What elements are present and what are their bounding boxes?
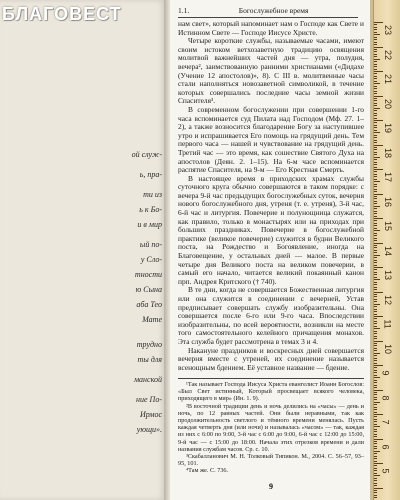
ruler-tick xyxy=(374,27,377,28)
ruler-tick xyxy=(374,301,377,302)
ruler-tick xyxy=(374,37,377,38)
ruler-tick xyxy=(374,93,377,94)
ruler-tick xyxy=(374,282,377,283)
ruler-tick xyxy=(374,277,377,278)
ruler-tick xyxy=(374,480,377,481)
ruler-tick xyxy=(374,24,377,25)
ruler-tick xyxy=(374,184,377,185)
left-page-fragment: ый по- xyxy=(139,240,162,249)
ruler-tick xyxy=(374,54,377,55)
left-page-fragment: трудно xyxy=(136,340,162,349)
ruler-tick xyxy=(374,216,377,217)
ruler-tick xyxy=(374,279,380,280)
ruler-tick xyxy=(374,130,377,131)
ruler-number: 13 xyxy=(383,269,394,281)
ruler-tick xyxy=(374,306,377,307)
left-page-fragment: ь к Бо- xyxy=(139,205,162,214)
ruler-tick xyxy=(374,355,377,356)
ruler-tick xyxy=(374,76,377,77)
ruler-tick xyxy=(374,345,377,346)
ruler-number: 15 xyxy=(383,220,394,232)
ruler-tick xyxy=(374,113,377,114)
ruler-tick xyxy=(374,299,377,300)
ruler-tick xyxy=(374,321,377,322)
ruler-tick xyxy=(374,49,377,50)
ruler-tick xyxy=(374,179,377,180)
left-page-fragment: ующи». xyxy=(136,425,162,434)
page-number: 9 xyxy=(269,482,273,491)
ruler-tick xyxy=(374,328,380,329)
left-page xyxy=(0,0,166,500)
ruler-tick xyxy=(374,446,377,447)
ruler-tick xyxy=(374,191,377,192)
ruler-tick xyxy=(374,269,377,270)
ruler-tick xyxy=(374,100,377,101)
left-page-fragment: ь, пра- xyxy=(139,170,162,179)
ruler-tick xyxy=(374,478,377,479)
ruler-tick xyxy=(374,380,377,381)
ruler-tick xyxy=(374,257,377,258)
ruler-tick xyxy=(374,240,377,241)
ruler-tick xyxy=(374,470,377,471)
ruler-tick xyxy=(374,463,383,464)
ruler-tick xyxy=(374,29,377,30)
ruler-tick xyxy=(374,294,377,295)
ruler-tick xyxy=(374,198,377,199)
ruler-tick xyxy=(374,147,377,148)
ruler-tick xyxy=(374,412,377,413)
ruler-tick xyxy=(374,120,383,121)
ruler-number: 8 xyxy=(380,394,391,401)
ruler-tick xyxy=(374,318,377,319)
ruler-tick xyxy=(374,397,377,398)
ruler-tick xyxy=(374,333,377,334)
ruler-tick xyxy=(374,409,377,410)
ruler-number: 21 xyxy=(383,73,394,85)
footnote: ²В восточной традиции день и ночь делились на «часы» — день и ночь, по 12 равных частей. Они были неравными, так как продолжительность светлого и тёмного времени менялась. Пусть каждая четверть дня (или ночи) и называлась «часом» — так, каждая из них с 6:00 по 9:00, 3-й час с 6:00 до 9:00, 6-й час с 12:00 до 15:00, 9-й час — с 15:00 до 18:00. Начала этих отрезков времени и дали названия службам часов. Ср. с. 10. xyxy=(178,402,364,453)
ruler-number: 10 xyxy=(383,343,394,354)
ruler-tick xyxy=(374,83,380,84)
ruler-tick xyxy=(374,32,377,33)
footnote: ¹Так называет Господа Иисуса Христа евангелист Иоанн Богослов: «Был Свет истинный, Который просвещает всякого человека, приходящего в мир» (Ин. 1. 9). xyxy=(178,381,364,403)
paragraph: Четыре короткие службы, называемые часами, имеют своим истоком ветхозаветную традицию освящения молитвой важнейших частей дня — утра, полудня, вечера², заимствованную ранними христианами («Дидахе (Учение 12 апостолов)», 8). С III в. молитвенные часы стали наполняться новозаветной символикой, в течение которых совершались последние часы земной жизни Спасителя³. xyxy=(178,36,364,106)
ruler-tick xyxy=(374,468,377,469)
ruler-tick xyxy=(374,208,377,209)
left-page-fragment: ой служ- xyxy=(131,150,162,159)
footnotes xyxy=(178,378,364,475)
ruler-tick xyxy=(374,142,377,143)
ruler-tick xyxy=(374,157,380,158)
ruler-tick xyxy=(374,436,377,437)
ruler-tick xyxy=(374,78,377,79)
ruler-tick xyxy=(374,358,377,359)
ruler-tick xyxy=(374,245,377,246)
ruler-tick xyxy=(374,233,377,234)
ruler-tick xyxy=(374,287,377,288)
ruler-number: 14 xyxy=(383,245,394,256)
ruler-tick xyxy=(374,145,383,146)
ruler-tick xyxy=(374,316,383,317)
ruler-tick xyxy=(374,96,383,97)
ruler-tick xyxy=(374,375,377,376)
ruler-tick xyxy=(374,419,377,420)
ruler-tick xyxy=(374,262,377,263)
ruler-tick xyxy=(374,439,383,440)
ruler-tick xyxy=(374,122,377,123)
ruler-tick xyxy=(374,81,377,82)
left-page-fragment: манской xyxy=(133,375,162,384)
ruler-tick xyxy=(374,140,377,141)
ruler-tick xyxy=(374,311,377,312)
left-page-fragment: ю Сына xyxy=(135,285,162,294)
ruler-tick xyxy=(374,255,380,256)
ruler-tick xyxy=(374,426,380,427)
ruler-tick xyxy=(374,341,383,342)
ruler-tick xyxy=(374,390,383,391)
ruler-tick xyxy=(374,338,377,339)
ruler-tick xyxy=(374,289,377,290)
left-page-fragment: Мате xyxy=(142,315,162,324)
ruler-tick xyxy=(374,365,383,366)
ruler-tick xyxy=(374,372,377,373)
ruler-number: 11 xyxy=(382,319,393,329)
ruler-tick xyxy=(374,292,383,293)
ruler-tick xyxy=(374,71,383,72)
ruler-tick xyxy=(374,98,377,99)
ruler-tick xyxy=(374,22,383,23)
ruler-tick xyxy=(374,206,380,207)
ruler-tick xyxy=(374,220,377,221)
ruler-tick xyxy=(374,326,377,327)
ruler-tick xyxy=(374,473,377,474)
ruler-tick xyxy=(374,59,380,60)
ruler-number: 23 xyxy=(383,24,394,36)
ruler-tick xyxy=(374,108,380,109)
ruler-tick xyxy=(374,86,377,87)
ruler-tick xyxy=(374,196,377,197)
ruler-tick xyxy=(374,69,377,70)
ruler-tick xyxy=(374,387,377,388)
ruler-tick xyxy=(374,34,380,35)
ruler-tick xyxy=(374,110,377,111)
ruler-number: 22 xyxy=(383,49,394,60)
ruler-tick xyxy=(374,492,377,493)
ruler-tick xyxy=(374,495,377,496)
ruler-tick xyxy=(374,88,377,89)
ruler-tick xyxy=(374,296,377,297)
measuring-ruler xyxy=(373,0,400,500)
ruler-tick xyxy=(374,497,377,498)
ruler-tick xyxy=(374,416,377,417)
ruler-number: 18 xyxy=(383,147,394,158)
ruler-tick xyxy=(374,458,377,459)
ruler-tick xyxy=(374,243,383,244)
ruler-tick xyxy=(374,370,377,371)
left-page-fragment: и в мир xyxy=(137,220,162,229)
ruler-tick xyxy=(374,404,377,405)
paragraph: Накануне праздников и воскресных дней совершается вечерня вместе с утреней, их соединение называется всенощным бдением. Её уставное название — бдение. xyxy=(178,345,364,372)
ruler-tick xyxy=(374,171,377,172)
watermark-logo: БЛАГОВЕСТ xyxy=(2,4,122,24)
ruler-tick xyxy=(374,260,377,261)
ruler-tick xyxy=(374,465,377,466)
paragraph: В настоящее время в приходских храмах службы суточного круга обычно совершаются в таком порядке: с вечера 9-й час предыдущих богослужебных суток, вечерня нового богослужебного дня, утреня (т. е. утреня), 3-й час, 6-й час и литургия. Повечерие и полунощница служатся, как правило, только в монастырях или на приходах при больших праздниках. Повечерие в богослужебной практике (великое повечерие) служится в будни Великого поста, на Рождество и Богоявление, иногда на Благовещение, у остальных дней — малое. В первые четыре дня Великого поста на великом повечерии, в самый его начало, читается великий покаянный канон прп. Андрея Критского († 740). xyxy=(178,173,364,286)
left-page-fragment: тности xyxy=(134,270,162,279)
ruler-tick xyxy=(374,194,383,195)
ruler-tick xyxy=(374,159,377,160)
paragraph: нам свет», который напоминает нам о Господе как Свете и Истинном Свете — Господе Иисусе Христе. xyxy=(178,19,364,37)
ruler-tick xyxy=(374,399,377,400)
ruler-tick xyxy=(374,309,377,310)
ruler-tick xyxy=(374,154,377,155)
ruler-tick xyxy=(374,434,377,435)
ruler-tick xyxy=(374,61,377,62)
left-page-fragment: ние По- xyxy=(136,395,162,404)
ruler-tick xyxy=(374,203,377,204)
ruler-number: 6 xyxy=(380,443,391,450)
left-page-fragment: аба Тео xyxy=(136,300,162,309)
ruler-tick xyxy=(374,367,377,368)
ruler-tick xyxy=(374,152,377,153)
ruler-number: 20 xyxy=(383,98,394,109)
ruler-tick xyxy=(374,323,377,324)
ruler-tick xyxy=(374,169,383,170)
paragraph: В те дни, когда не совершается Божественная литургия или она служится в соединении с вечерней, Устав предписывает совершать службу изобразительны. Она совершается после 6-го или 9-го часа. Впоследствии изобразительны, по всей вероятности, возникли на месте того самостоятельного келейного причащения монахов. Эта служба будет рассмотрена в темах 3 и 4. xyxy=(178,285,364,346)
ruler-tick xyxy=(374,218,383,219)
ruler-tick xyxy=(374,44,377,45)
ruler-tick xyxy=(374,162,377,163)
ruler-tick xyxy=(374,211,377,212)
ruler-tick xyxy=(374,441,377,442)
paragraph: В современном богослужении при совершении 1-го часа вспоминается суд Пилата над Господом (Мф. 27. 1–2), а также возносится благодарение Богу за наступившее утро и испрашивается Его помощь на грядущий день. Тем первого часа — нашей и чувствование на грядущий день. Третий час — это время, как сошествие Святого Духа на апостолов (Деян. 2. 1–15). На 6-м часе вспоминается распятие Спасителя, на 9-м — Его Крестная Смерть. xyxy=(178,104,364,175)
ruler-tick xyxy=(374,453,377,454)
ruler-tick xyxy=(374,360,377,361)
ruler-tick xyxy=(374,115,377,116)
footnote: ⁴Там же. С. 736. xyxy=(186,467,229,475)
ruler-tick xyxy=(374,223,377,224)
ruler-tick xyxy=(374,353,380,354)
ruler-tick xyxy=(374,103,377,104)
body-text xyxy=(178,20,364,372)
ruler-tick xyxy=(374,250,377,251)
ruler-tick xyxy=(374,421,377,422)
ruler-tick xyxy=(374,284,377,285)
ruler-tick xyxy=(374,105,377,106)
ruler-tick xyxy=(374,39,377,40)
ruler-tick xyxy=(374,164,377,165)
ruler-tick xyxy=(374,73,377,74)
ruler-tick xyxy=(374,252,377,253)
ruler-tick xyxy=(374,394,377,395)
running-header xyxy=(178,6,358,18)
ruler-tick xyxy=(374,392,377,393)
ruler-tick xyxy=(374,448,377,449)
ruler-tick xyxy=(374,127,377,128)
ruler-tick xyxy=(374,382,377,383)
ruler-tick xyxy=(374,225,377,226)
ruler-tick xyxy=(374,451,380,452)
ruler-tick xyxy=(374,343,377,344)
ruler-tick xyxy=(374,132,380,133)
ruler-tick xyxy=(374,363,377,364)
ruler-number: 19 xyxy=(383,122,394,134)
ruler-tick xyxy=(374,348,377,349)
section-title: Богослужебное время xyxy=(238,6,309,15)
ruler-tick xyxy=(374,336,377,337)
ruler-tick xyxy=(374,230,380,231)
ruler-tick xyxy=(374,265,377,266)
ruler-tick xyxy=(374,64,377,65)
ruler-tick xyxy=(374,443,377,444)
ruler-tick xyxy=(374,314,377,315)
ruler-tick xyxy=(374,407,377,408)
ruler-tick xyxy=(374,118,377,119)
ruler-tick xyxy=(374,431,377,432)
ruler-tick xyxy=(374,174,377,175)
ruler-tick xyxy=(374,267,383,268)
ruler-tick xyxy=(374,377,380,378)
ruler-number: 12 xyxy=(383,294,394,305)
ruler-tick xyxy=(374,213,377,214)
ruler-tick xyxy=(374,350,377,351)
ruler-tick xyxy=(374,247,377,248)
ruler-tick xyxy=(374,176,377,177)
footnote: ³Скабалланович М. Н. Толковый Типикон. М., 2004. С. 56–57, 93–95, 101. xyxy=(178,453,364,468)
ruler-tick xyxy=(374,475,380,476)
ruler-number: 9 xyxy=(380,370,391,376)
ruler-tick xyxy=(374,274,377,275)
ruler-tick xyxy=(374,125,377,126)
ruler-tick xyxy=(374,235,377,236)
ruler-tick xyxy=(374,137,377,138)
ruler-tick xyxy=(374,456,377,457)
ruler-number: 7 xyxy=(380,419,391,425)
section-number: 1.1. xyxy=(178,6,190,15)
ruler-tick xyxy=(374,461,377,462)
ruler-number: 5 xyxy=(380,468,391,474)
ruler-tick xyxy=(374,201,377,202)
ruler-tick xyxy=(374,228,377,229)
ruler-tick xyxy=(374,167,377,168)
ruler-tick xyxy=(374,272,377,273)
ruler-tick xyxy=(374,135,377,136)
ruler-tick xyxy=(374,414,383,415)
ruler-tick xyxy=(374,238,377,239)
ruler-tick xyxy=(374,42,377,43)
left-page-fragment: ти из xyxy=(143,190,162,199)
ruler-tick xyxy=(374,429,377,430)
ruler-tick xyxy=(374,424,377,425)
ruler-number: 16 xyxy=(383,196,394,207)
ruler-tick xyxy=(374,385,377,386)
ruler-tick xyxy=(374,66,377,67)
left-page-fragment: Ирмос xyxy=(139,410,162,419)
ruler-tick xyxy=(374,304,380,305)
ruler-tick xyxy=(374,56,377,57)
left-page-fragment: ты для xyxy=(137,355,162,364)
left-page-fragment: у Сло- xyxy=(140,255,162,264)
ruler-tick xyxy=(374,331,377,332)
ruler-tick xyxy=(374,490,377,491)
ruler-tick xyxy=(374,186,377,187)
ruler-tick xyxy=(374,47,383,48)
ruler-number: 17 xyxy=(383,171,394,183)
ruler-tick xyxy=(374,189,377,190)
ruler-tick xyxy=(374,149,377,150)
ruler-tick xyxy=(374,488,383,489)
ruler-tick xyxy=(374,485,377,486)
ruler-tick xyxy=(374,402,380,403)
ruler-tick xyxy=(374,91,377,92)
ruler-tick xyxy=(374,51,377,52)
ruler-tick xyxy=(374,181,380,182)
ruler-tick xyxy=(374,483,377,484)
